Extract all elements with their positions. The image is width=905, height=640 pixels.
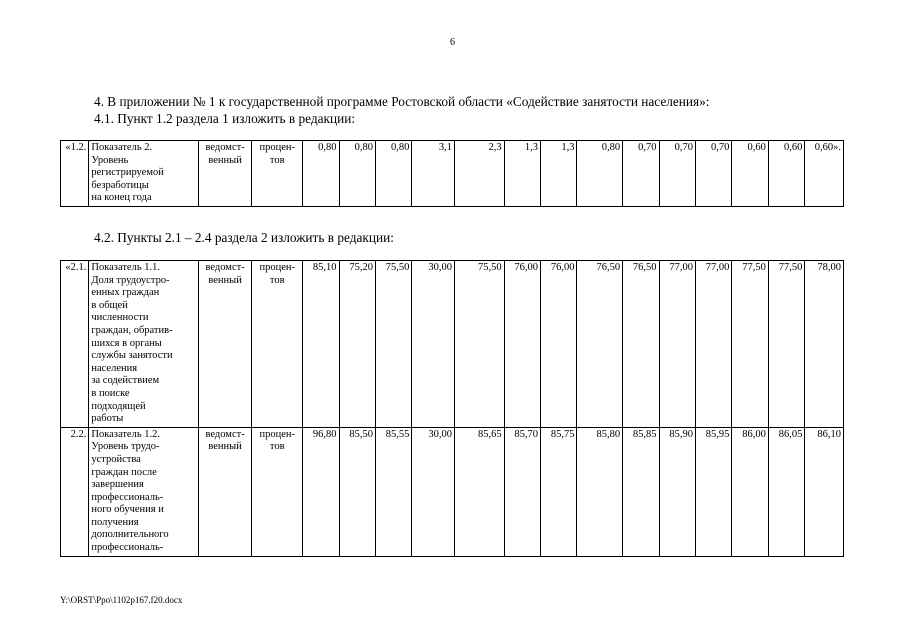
value-cell: 85,85	[623, 427, 659, 556]
item-number-cell: «1.2.	[61, 141, 89, 207]
unit-line: процен-	[259, 262, 295, 273]
indicator-name-line: за содействием	[91, 375, 160, 387]
indicator-name-line: устройства	[91, 453, 141, 465]
indicator-name-line: Доля трудоустро-	[91, 274, 170, 286]
indicator-type-line: венный	[208, 274, 242, 286]
value-cell: 2,3	[454, 141, 504, 207]
value-cell: 86,00	[732, 427, 768, 556]
indicator-name-line: в общей	[91, 299, 128, 311]
indicator-type-line: ведомст-	[205, 428, 245, 440]
indicator-name-line: Показатель 2.	[91, 142, 153, 153]
indicator-type-line: ведомст-	[205, 262, 245, 273]
unit-line: тов	[269, 154, 285, 166]
indicator-name-line: завершения	[91, 479, 144, 491]
value-cell: 77,00	[695, 261, 731, 428]
indicator-name-line: граждан после	[91, 466, 157, 478]
section-1-heading: 4.1. Пункт 1.2 раздела 1 изложить в редакции:	[94, 111, 356, 126]
unit-cell	[252, 141, 303, 207]
value-cell: 0,80	[375, 141, 411, 207]
value-cell: 30,00	[412, 261, 455, 428]
value-cell: 85,55	[375, 427, 411, 556]
indicator-name-line: регистрируемой	[91, 167, 164, 179]
unit-line: процен-	[259, 142, 295, 153]
indicator-type-cell	[198, 141, 252, 207]
indicator-name-cell	[89, 427, 198, 556]
indicator-name-line: численности	[91, 312, 149, 324]
value-cell: 0,80	[339, 141, 375, 207]
indicator-name-line: шихся в органы	[91, 337, 162, 349]
value-cell: 0,60	[768, 141, 804, 207]
value-cell: 85,50	[339, 427, 375, 556]
value-cell: 75,20	[339, 261, 375, 428]
value-cell: 76,00	[541, 261, 577, 428]
value-cell: 3,1	[412, 141, 455, 207]
value-cell: 77,50	[768, 261, 804, 428]
indicator-name-line: Показатель 1.1.	[91, 262, 160, 273]
value-cell: 75,50	[375, 261, 411, 428]
indicator-name-line: населения	[91, 362, 138, 374]
indicator-type-cell	[198, 427, 252, 556]
indicator-name-line: граждан, обратив-	[91, 324, 173, 336]
value-cell: 75,50	[454, 261, 504, 428]
value-cell: 85,75	[541, 427, 577, 556]
unit-cell	[252, 261, 303, 428]
value-cell: 76,50	[623, 261, 659, 428]
value-cell: 0,70	[659, 141, 695, 207]
indicator-table-section-2	[60, 260, 844, 557]
indicator-type-cell	[198, 261, 252, 428]
value-cell: 0,60	[732, 141, 768, 207]
table-row	[61, 141, 844, 207]
value-cell: 1,3	[504, 141, 540, 207]
indicator-name-line: Уровень	[91, 154, 129, 166]
unit-line: тов	[269, 274, 285, 286]
table-row	[61, 261, 844, 428]
value-cell: 30,00	[412, 427, 455, 556]
indicator-name-line: подходящей	[91, 400, 146, 412]
indicator-type-line: ведомст-	[205, 142, 245, 153]
value-cell: 85,90	[659, 427, 695, 556]
indicator-name-line: дополнительного	[91, 529, 169, 541]
value-cell: 77,00	[659, 261, 695, 428]
value-cell: 86,05	[768, 427, 804, 556]
unit-line: тов	[269, 441, 285, 453]
value-cell: 1,3	[541, 141, 577, 207]
file-path-footer: Y:\ORST\Ppo\1102p167.f20.docx	[60, 595, 183, 605]
amendment-heading: 4. В приложении № 1 к государственной программе Ростовской области «Содействие занятости населения»:	[94, 94, 710, 109]
value-cell: 85,95	[695, 427, 731, 556]
item-number-cell: 2.2.	[61, 427, 89, 556]
indicator-name-line: профессиональ-	[91, 491, 164, 503]
indicator-name-line: на конец года	[91, 192, 152, 204]
value-cell: 0,60».	[805, 141, 844, 207]
value-cell: 85,80	[577, 427, 623, 556]
indicator-type-line: венный	[208, 154, 242, 166]
value-cell: 0,80	[303, 141, 339, 207]
value-cell: 85,65	[454, 427, 504, 556]
indicator-name-line: ного обучения и	[91, 504, 164, 516]
unit-cell	[252, 427, 303, 556]
item-number-cell: «2.1.	[61, 261, 89, 428]
indicator-name-line: Уровень трудо-	[91, 441, 160, 453]
page-number: 6	[450, 37, 455, 48]
indicator-name-line: службы занятости	[91, 350, 173, 362]
indicator-name-line: безработицы	[91, 179, 149, 191]
value-cell: 77,50	[732, 261, 768, 428]
value-cell: 76,00	[504, 261, 540, 428]
value-cell: 78,00	[805, 261, 844, 428]
indicator-table-section-1	[60, 140, 844, 207]
value-cell: 85,10	[303, 261, 339, 428]
unit-line: процен-	[259, 428, 295, 440]
indicator-type-line: венный	[208, 441, 242, 453]
indicator-name-line: Показатель 1.2.	[91, 428, 160, 440]
indicator-name-cell	[89, 261, 198, 428]
value-cell: 0,70	[623, 141, 659, 207]
value-cell: 85,70	[504, 427, 540, 556]
indicator-name-line: получения	[91, 516, 139, 528]
value-cell: 0,80	[577, 141, 623, 207]
indicator-name-line: енных граждан	[91, 287, 160, 299]
value-cell: 76,50	[577, 261, 623, 428]
indicator-name-cell	[89, 141, 198, 207]
section-2-heading: 4.2. Пункты 2.1 – 2.4 раздела 2 изложить в редакции:	[94, 230, 394, 245]
value-cell: 96,80	[303, 427, 339, 556]
indicator-name-line: работы	[91, 413, 124, 425]
indicator-name-line: в поиске	[91, 387, 130, 399]
table-row	[61, 427, 844, 556]
value-cell: 86,10	[805, 427, 844, 556]
value-cell: 0,70	[695, 141, 731, 207]
indicator-name-line: профессиональ-	[91, 542, 164, 554]
